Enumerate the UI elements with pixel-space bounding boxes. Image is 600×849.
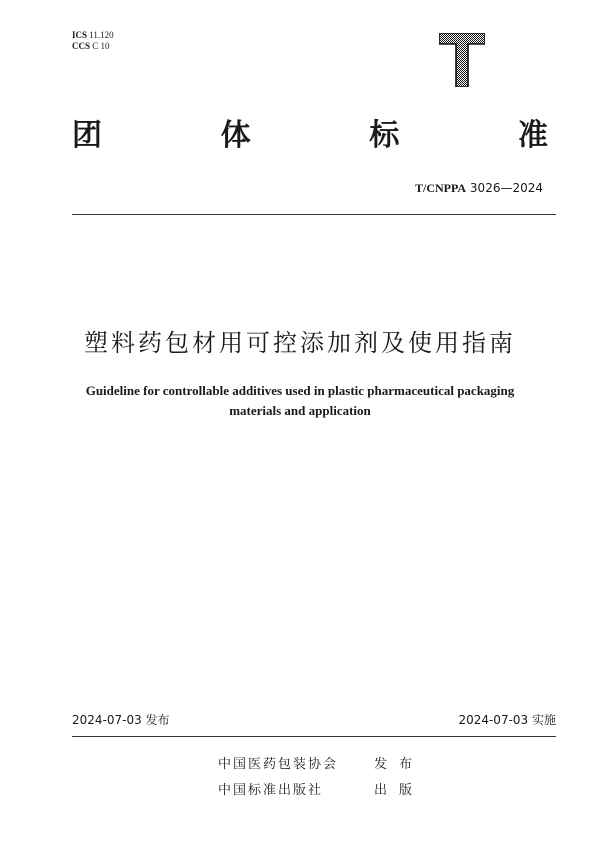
- standard-org: T/CNPPA: [414, 181, 467, 195]
- publisher-row: [218, 778, 424, 804]
- standard-type-heading: [72, 116, 548, 156]
- publisher-name: 中国医药包装协会: [218, 757, 339, 772]
- standard-type-char: 标: [369, 118, 400, 153]
- ics-code: 11.120: [89, 30, 114, 40]
- publisher-row: [218, 752, 424, 778]
- publishers: [218, 752, 424, 804]
- title-english: [40, 381, 560, 421]
- publisher-action: 出版: [374, 783, 425, 798]
- classification-codes: [72, 30, 114, 52]
- ccs-label: CCS: [72, 41, 91, 51]
- standard-type-char: 准: [517, 118, 548, 153]
- implement-date: 2024-07-03 实施: [458, 713, 556, 727]
- top-divider: [72, 214, 556, 215]
- title-chinese: 塑料药包材用可控添加剂及使用指南: [84, 329, 516, 357]
- ics-line: [72, 30, 114, 41]
- standard-type-char: 团: [72, 118, 102, 153]
- ics-label: ICS: [72, 30, 88, 40]
- title-english-line: materials and application: [229, 403, 371, 418]
- publisher-action: 发布: [374, 757, 425, 772]
- ccs-code: C 10: [92, 41, 110, 51]
- issue-date: 2024-07-03 发布: [72, 713, 170, 727]
- standard-t-logo: [439, 33, 485, 87]
- standard-code: 3026—2024: [469, 181, 543, 195]
- title-english-line: Guideline for controllable additives used in plastic pharmaceutical packaging: [85, 383, 515, 398]
- standard-type-char: 体: [220, 118, 251, 153]
- bottom-divider: [72, 736, 556, 737]
- publisher-name: 中国标准出版社: [218, 783, 324, 798]
- standard-number: [415, 180, 543, 196]
- ccs-line: [72, 41, 114, 52]
